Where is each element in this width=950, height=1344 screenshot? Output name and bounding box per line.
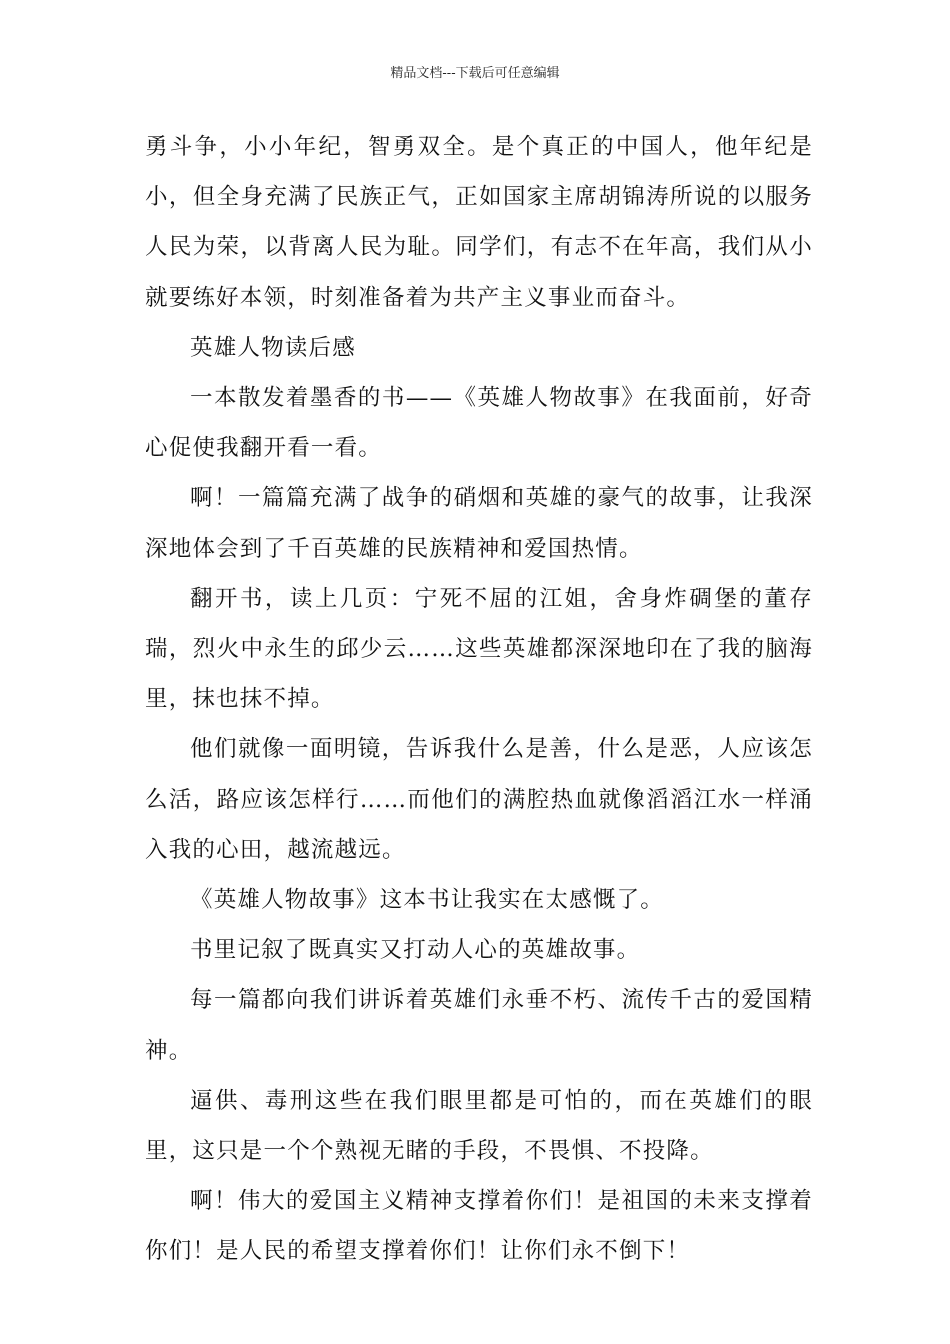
paragraph: 书里记叙了既真实又打动人心的英雄故事。 <box>190 937 641 964</box>
paragraph: 《英雄人物故事》这本书让我实在太感慨了。 <box>190 887 665 914</box>
paragraph: 一本散发着墨香的书——《英雄人物故事》在我面前，好奇心促使我翻开看一看。 <box>145 385 813 462</box>
paragraph-continuation: 勇斗争，小小年纪，智勇双全。是个真正的中国人，他年纪是小，但全身充满了民族正气，正如国家主席胡锦涛所说的以服务人民为荣，以背离人民为耻。同学们，有志不在年高，我们从小就要练好本领，时刻准备着为共产主义事业而奋斗。 <box>145 134 813 311</box>
paragraph: 翻开书，读上几页：宁死不屈的江姐，舍身炸碉堡的董存瑞，烈火中永生的邱少云……这些英雄都深深地印在了我的脑海里，抹也抹不掉。 <box>145 585 813 713</box>
document-body <box>145 122 813 1277</box>
paragraph: 每一篇都向我们讲诉着英雄们永垂不朽、流传千古的爱国精神。 <box>145 987 813 1064</box>
paragraph: 他们就像一面明镜，告诉我什么是善，什么是恶，人应该怎么活，路应该怎样行……而他们的满腔热血就像滔滔江水一样涌入我的心田，越流越远。 <box>145 736 813 863</box>
paragraph: 逼供、毒刑这些在我们眼里都是可怕的，而在英雄们的眼里，这只是一个个熟视无睹的手段，不畏惧、不投降。 <box>145 1087 813 1165</box>
page-header: 精品文档---下载后可任意编辑 <box>390 66 560 81</box>
paragraph: 啊！一篇篇充满了战争的硝烟和英雄的豪气的故事，让我深深地体会到了千百英雄的民族精神和爱国热情。 <box>145 485 813 562</box>
paragraph: 啊！伟大的爱国主义精神支撑着你们！是祖国的未来支撑着你们！是人民的希望支撑着你们！让你们永不倒下！ <box>145 1188 813 1265</box>
section-title: 英雄人物读后感 <box>190 334 356 361</box>
